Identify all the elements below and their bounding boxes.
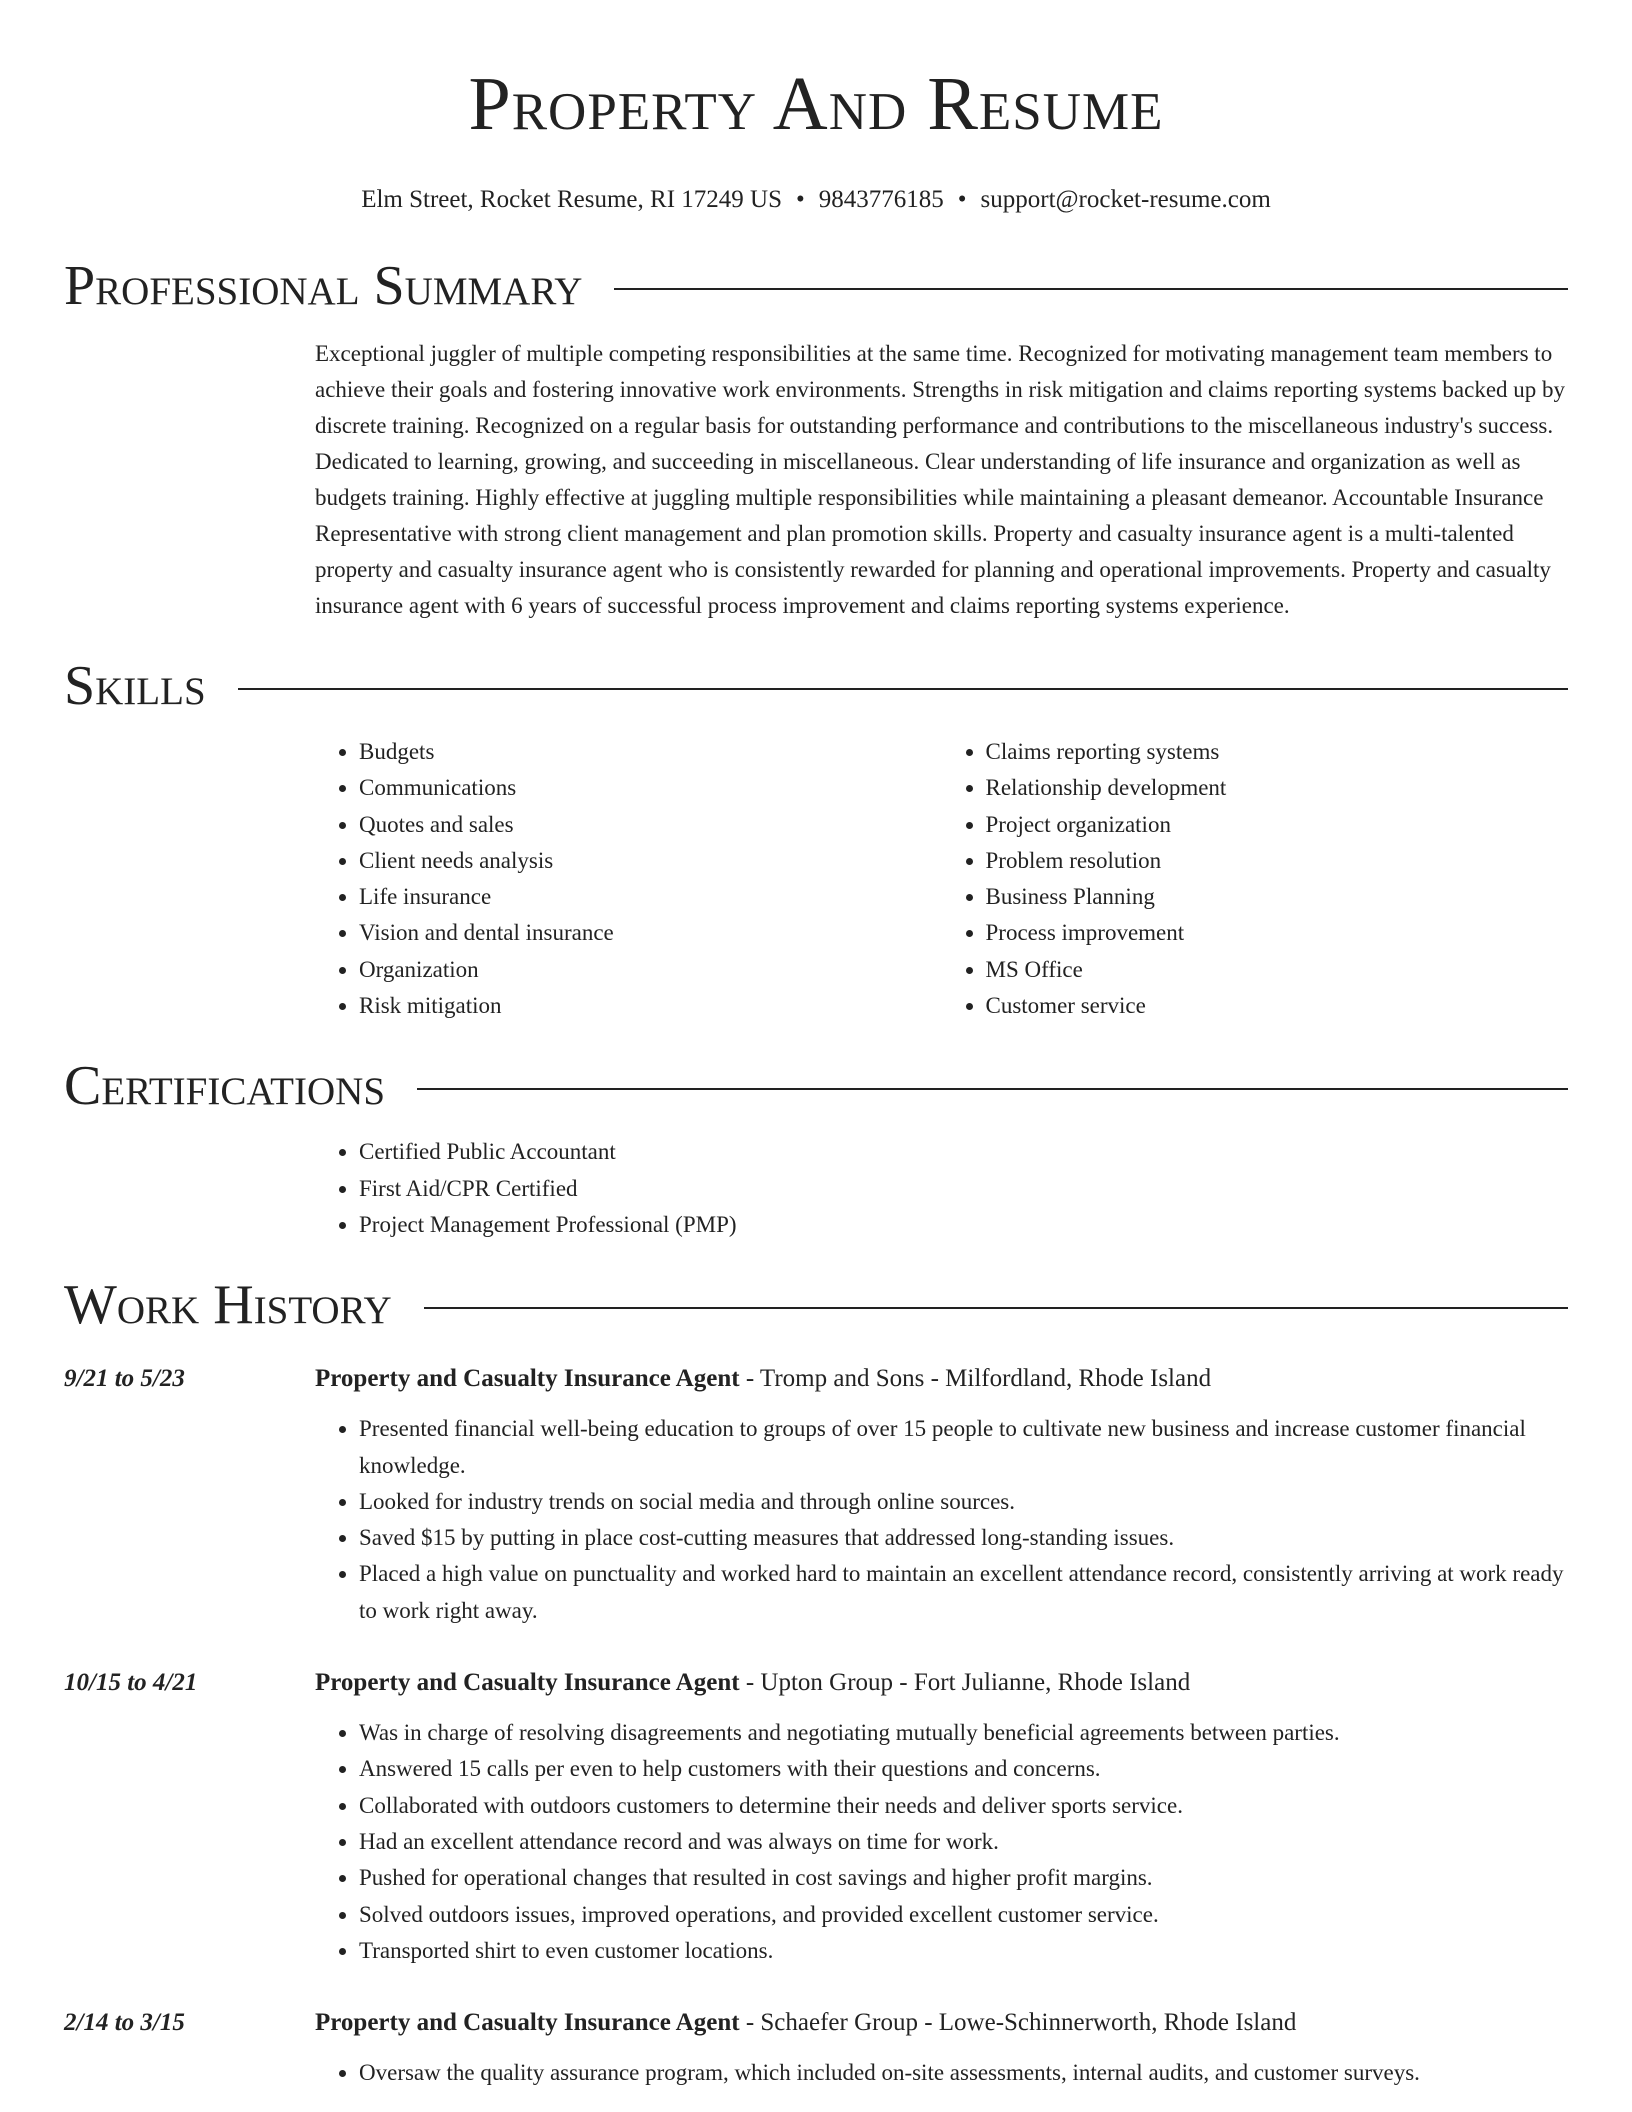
- skills-column-right: [942, 734, 1569, 1024]
- job-employer-location: - Upton Group - Fort Julianne, Rhode Island: [739, 1669, 1191, 1697]
- job-dates: 2/14 to 3/15: [64, 2009, 185, 2037]
- list-item: • Answered 15 calls per even to help customers with their questions and concerns.: [359, 1751, 1568, 1787]
- contact-separator: •: [795, 186, 805, 213]
- job-body: [315, 1361, 1568, 1629]
- job-dates: 9/21 to 5/23: [64, 1365, 185, 1393]
- list-item: • Business Planning: [986, 879, 1569, 915]
- list-item: • Collaborated with outdoors customers to determine their needs and deliver sports service.: [359, 1788, 1568, 1824]
- list-item: • Looked for industry trends on social media and through online sources.: [359, 1484, 1568, 1520]
- job-dates: 10/15 to 4/21: [64, 1669, 198, 1697]
- job-title-line: [315, 1361, 1568, 1397]
- skills-column-left: [315, 734, 942, 1024]
- contact-line: [64, 184, 1568, 216]
- list-item: • Organization: [359, 952, 942, 988]
- list-item: • Claims reporting systems: [986, 734, 1569, 770]
- job-entry: [64, 2005, 1568, 2091]
- section-header-certifications: [64, 1052, 1568, 1120]
- list-item: • Customer service: [986, 988, 1569, 1024]
- list-item: • Relationship development: [986, 770, 1569, 806]
- job-title: Property and Casualty Insurance Agent: [315, 1669, 740, 1697]
- job-title: Property and Casualty Insurance Agent: [315, 2009, 740, 2037]
- contact-separator: •: [957, 186, 967, 213]
- work-history-list: [64, 1361, 1568, 2091]
- list-item: • Project Management Professional (PMP): [359, 1207, 1568, 1243]
- candidate-name: Property And Resume: [468, 62, 1164, 146]
- job-body: [315, 1665, 1568, 1969]
- section-header-work: [64, 1271, 1568, 1339]
- list-item: • Client needs analysis: [359, 843, 942, 879]
- list-item: • Life insurance: [359, 879, 942, 915]
- job-entry: [64, 1665, 1568, 1969]
- certifications-list: [315, 1134, 1568, 1243]
- resume-page: [64, 0, 1568, 2091]
- list-item: • Saved $15 by putting in place cost-cutting measures that addressed long-standing issues.: [359, 1520, 1568, 1556]
- contact-email: support@rocket-resume.com: [980, 186, 1271, 213]
- skills-list: [315, 734, 1568, 1024]
- section-divider: [614, 288, 1568, 290]
- section-title-skills: Skills: [64, 655, 206, 717]
- summary-text: Exceptional juggler of multiple competing responsibilities at the same time. Recognized for motivating management team members to achieve their goals and fostering innovative work environments. Strengths in risk mitigation and claims reporting systems backed up by discrete training. Recognized on a regular basis for outstanding performance and contributions to the miscellaneous industry's success. Dedicated to learning, growing, and succeeding in miscellaneous. Clear understanding of life insurance and organization as well as budgets training. Highly effective at juggling multiple responsibilities while maintaining a pleasant demeanor. Accountable Insurance Representative with strong client management and plan promotion skills. Property and casualty insurance agent is a multi-talented property and casualty insurance agent who is consistently rewarded for planning and operational improvements. Property and casualty insurance agent with 6 years of successful process improvement and claims reporting systems experience.: [315, 341, 1566, 618]
- list-item: • Vision and dental insurance: [359, 915, 942, 951]
- job-bullets: [315, 1715, 1568, 1969]
- list-item: • Process improvement: [986, 915, 1569, 951]
- list-item: • Pushed for operational changes that resulted in cost savings and higher profit margins.: [359, 1860, 1568, 1896]
- contact-address: Elm Street, Rocket Resume, RI 17249 US: [361, 186, 782, 213]
- section-divider: [424, 1307, 1568, 1309]
- section-divider: [238, 688, 1568, 690]
- job-employer-location: - Tromp and Sons - Milfordland, Rhode Island: [739, 1365, 1212, 1393]
- section-title-certifications: Certifications: [64, 1055, 386, 1118]
- job-bullets: [315, 1411, 1568, 1629]
- contact-phone: 9843776185: [818, 186, 944, 213]
- job-title-line: [315, 2005, 1568, 2041]
- job-title: Property and Casualty Insurance Agent: [315, 1365, 740, 1393]
- list-item: • Transported shirt to even customer locations.: [359, 1933, 1568, 1969]
- section-header-skills: [64, 652, 1568, 720]
- job-title-line: [315, 1665, 1568, 1701]
- list-item: • Placed a high value on punctuality and worked hard to maintain an excellent attendance record, consistently arriving at work ready to work right away.: [359, 1556, 1568, 1629]
- list-item: • Communications: [359, 770, 942, 806]
- section-divider: [417, 1088, 1568, 1090]
- list-item: • Budgets: [359, 734, 942, 770]
- list-item: • Certified Public Accountant: [359, 1134, 1568, 1170]
- list-item: • Had an excellent attendance record and was always on time for work.: [359, 1824, 1568, 1860]
- job-bullets: [315, 2055, 1568, 2091]
- list-item: • First Aid/CPR Certified: [359, 1171, 1568, 1207]
- job-entry: [64, 1361, 1568, 1629]
- list-item: • Solved outdoors issues, improved operations, and provided excellent customer service.: [359, 1897, 1568, 1933]
- section-title-work: Work History: [64, 1274, 392, 1337]
- section-header-summary: [64, 252, 1568, 320]
- list-item: • Presented financial well-being education to groups of over 15 people to cultivate new business and increase customer financial knowledge.: [359, 1411, 1568, 1484]
- section-title-summary: Professional Summary: [64, 255, 583, 317]
- job-body: [315, 2005, 1568, 2091]
- list-item: • Oversaw the quality assurance program, which included on-site assessments, internal audits, and customer surveys.: [359, 2055, 1568, 2091]
- certifications-items: [315, 1134, 1568, 1243]
- list-item: • MS Office: [986, 952, 1569, 988]
- list-item: • Quotes and sales: [359, 807, 942, 843]
- list-item: • Risk mitigation: [359, 988, 942, 1024]
- job-employer-location: - Schaefer Group - Lowe-Schinnerworth, Rhode Island: [739, 2009, 1297, 2037]
- list-item: • Problem resolution: [986, 843, 1569, 879]
- list-item: • Project organization: [986, 807, 1569, 843]
- list-item: • Was in charge of resolving disagreements and negotiating mutually beneficial agreements between parties.: [359, 1715, 1568, 1751]
